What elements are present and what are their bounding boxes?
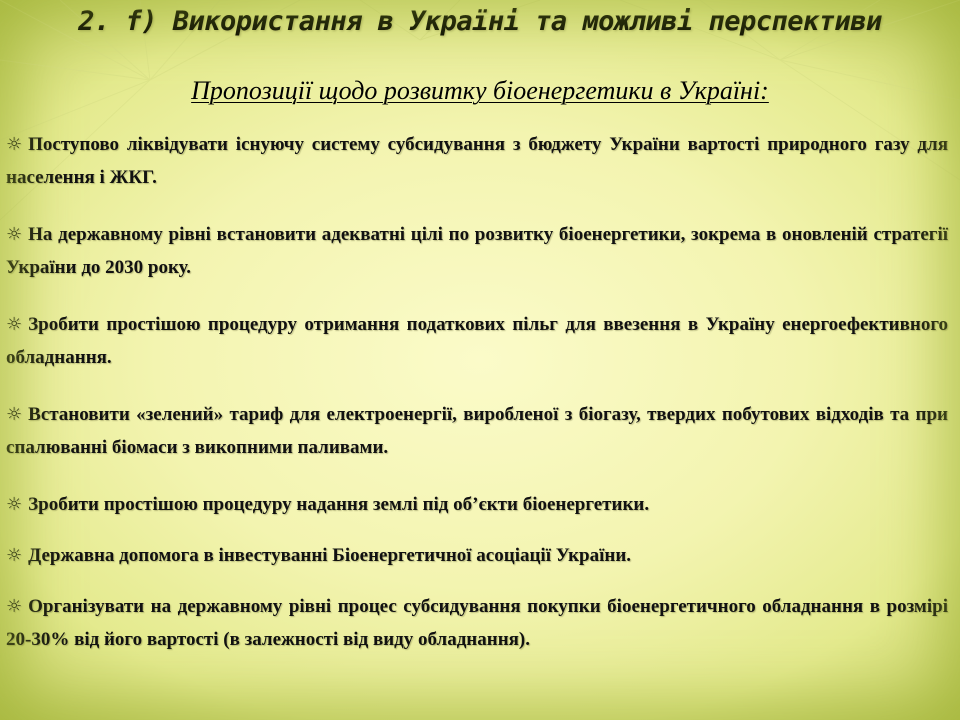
sun-bullet-icon: ☼ <box>6 494 23 515</box>
list-item-text: Встановити «зелений» тариф для електроенергії, виробленої з біогазу, твердих побутових відходів та при спалюванні біомаси з викопними паливами. <box>6 404 948 458</box>
list-item <box>6 590 948 656</box>
sun-bullet-icon: ☼ <box>6 545 23 566</box>
list-item <box>6 398 948 464</box>
list-item-text: Організувати на державному рівні процес субсидування покупки біоенергетичного обладнання в розмірі 20-30% від його вартості (в залежності від виду обладнання). <box>6 596 948 650</box>
list-item <box>6 488 948 521</box>
sun-bullet-icon: ☼ <box>6 314 23 335</box>
list-item-text: На державному рівні встановити адекватні цілі по розвитку біоенергетики, зокрема в оновленій стратегії України до 2030 року. <box>6 224 948 278</box>
section-subtitle: Пропозиції щодо розвитку біоенергетики в Україні: <box>191 76 769 105</box>
sun-bullet-icon: ☼ <box>6 224 23 245</box>
sun-bullet-icon: ☼ <box>6 134 23 155</box>
sun-bullet-icon: ☼ <box>6 596 23 617</box>
list-item <box>6 218 948 284</box>
list-item <box>6 128 948 194</box>
sun-bullet-icon: ☼ <box>6 404 23 425</box>
proposals-list <box>6 128 948 680</box>
list-item <box>6 539 948 572</box>
list-item-text: Поступово ліквідувати існуючу систему субсидування з бюджету України вартості природного газу для населення і ЖКГ. <box>6 134 948 188</box>
list-item-text: Державна допомога в інвестуванні Біоенергетичної асоціації України. <box>28 545 632 566</box>
list-item-text: Зробити простішою процедуру отримання податкових пільг для ввезення в Україну енергоефективного обладнання. <box>6 314 948 368</box>
list-item-text: Зробити простішою процедуру надання землі під об’єкти біоенергетики. <box>28 494 650 515</box>
page-title: 2. f) Використання в Україні та можливі перспективи <box>78 6 882 37</box>
list-item <box>6 308 948 374</box>
